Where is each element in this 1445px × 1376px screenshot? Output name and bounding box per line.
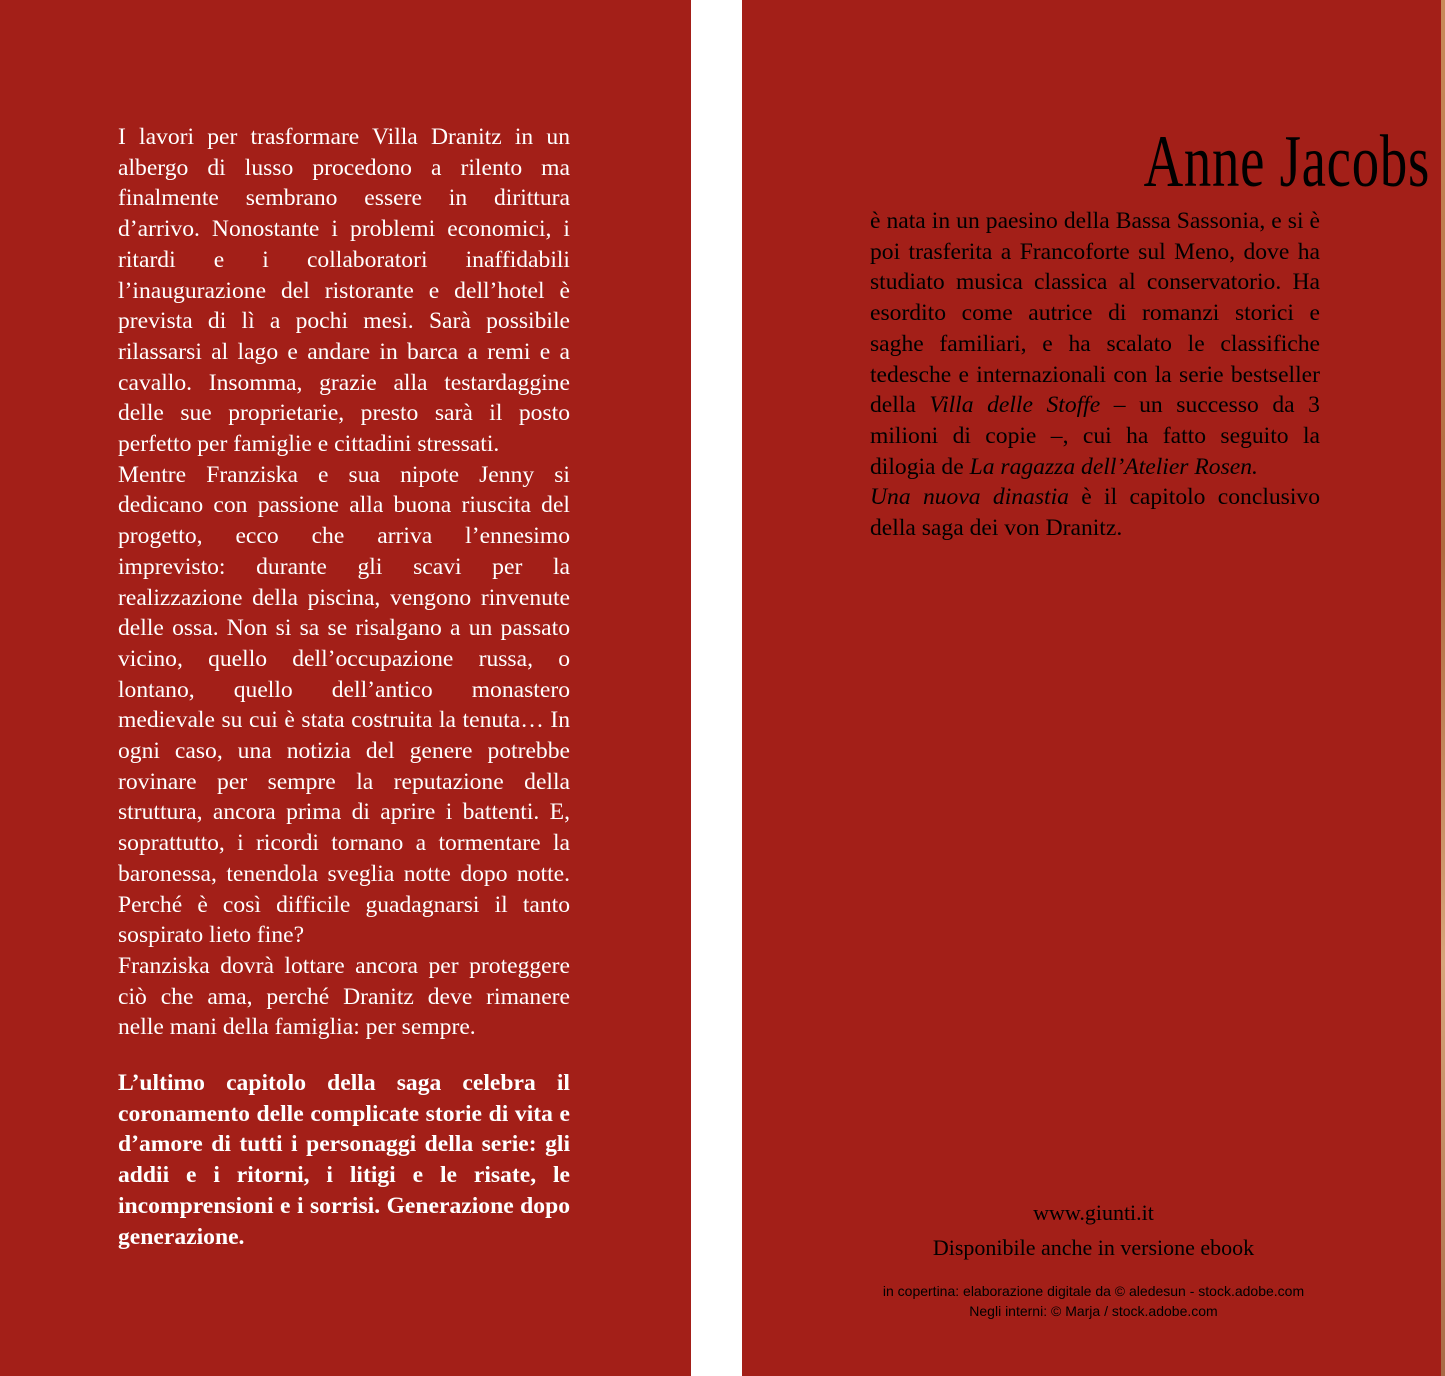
ebook-note: Disponibile anche in versione ebook (932, 1235, 1255, 1260)
bio-text-2: – un successo da 3 milioni di copie –, cui ha fatto seguito la dilogia de (870, 392, 1320, 480)
tagline: L’ultimo capitolo della saga celebra il coronamento delle complicate storie di vita e d’amore di tutti i personaggi della serie: gli addii e i ritorni, i litigi e le risate, le incomprensioni e i sorrisi. Generazione dopo generazione. (118, 1070, 570, 1250)
publisher-website: www.giunti.it (1033, 1200, 1154, 1225)
dilogy-title: La ragazza dell’Atelier Rosen. (969, 453, 1258, 480)
book-title: Una nuova dinastia (870, 484, 1069, 511)
left-flap (0, 0, 691, 1376)
synopsis-paragraph-1: I lavori per trasformare Villa Dranitz in un albergo di lusso procedono a rilento ma finalmente sembrano essere in dirittura d’arrivo. Nonostante i problemi economici, i ritardi e i collaboratori inaffidabili l’inaugurazione del ristorante e dell’hotel è prevista di lì a pochi mesi. Sarà possibile rilassarsi al lago e andare in barca a remi e a cavallo. Insomma, grazie alla testardaggine delle sue proprietarie, presto sarà il posto perfetto per famiglie e cittadini stressati. (118, 124, 570, 458)
bio-text-1: è nata in un paesino della Bassa Sassonia, e si è poi trasferita a Francoforte sul Meno, dove ha studiato musica classica al conservatorio. Ha esordito come autrice di romanzi storici e saghe familiari, e ha scalato le classifiche tedesche e internazionali con la serie bestseller della (870, 208, 1320, 419)
image-credits (742, 1281, 1445, 1321)
author-bio (870, 206, 1320, 544)
interior-credit: Negli interni: © Marja / stock.adobe.com (969, 1303, 1218, 1319)
bio-text-3: è il capitolo conclusivo della saga dei von Dranitz. (870, 484, 1320, 542)
synopsis (118, 122, 570, 1043)
series-title: Villa delle Stoffe (929, 392, 1101, 419)
synopsis-paragraph-3: Franziska dovrà lottare ancora per proteggere ciò che ama, perché Dranitz deve rimanere nelle mani della famiglia: per sempre. (118, 952, 570, 1041)
cover-credit: in copertina: elaborazione digitale da © aledesun - stock.adobe.com (882, 1283, 1305, 1299)
author-name: Anne Jacobs (1143, 121, 1431, 203)
cover-edge-strip (1441, 0, 1445, 1376)
spine-gutter (691, 0, 742, 1376)
synopsis-paragraph-2: Mentre Franziska e sua nipote Jenny si dedicano con passione alla buona riuscita del progetto, ecco che arriva l’ennesimo imprevisto: durante gli scavi per la realizzazione della piscina, vengono rinvenute delle ossa. Non si sa se risalgano a un passato vicino, quello dell’occupazione russa, o lontano, quello dell’antico monastero medievale su cui è stata costruita la tenuta… In ogni caso, una notizia del genere potrebbe rovinare per sempre la reputazione della struttura, ancora prima di aprire i battenti. E, soprattutto, i ricordi tornano a tormentare la baronessa, tenendola sveglia notte dopo notte. Perché è così difficile guadagnarsi il tanto sospirato lieto fine? (118, 461, 570, 949)
